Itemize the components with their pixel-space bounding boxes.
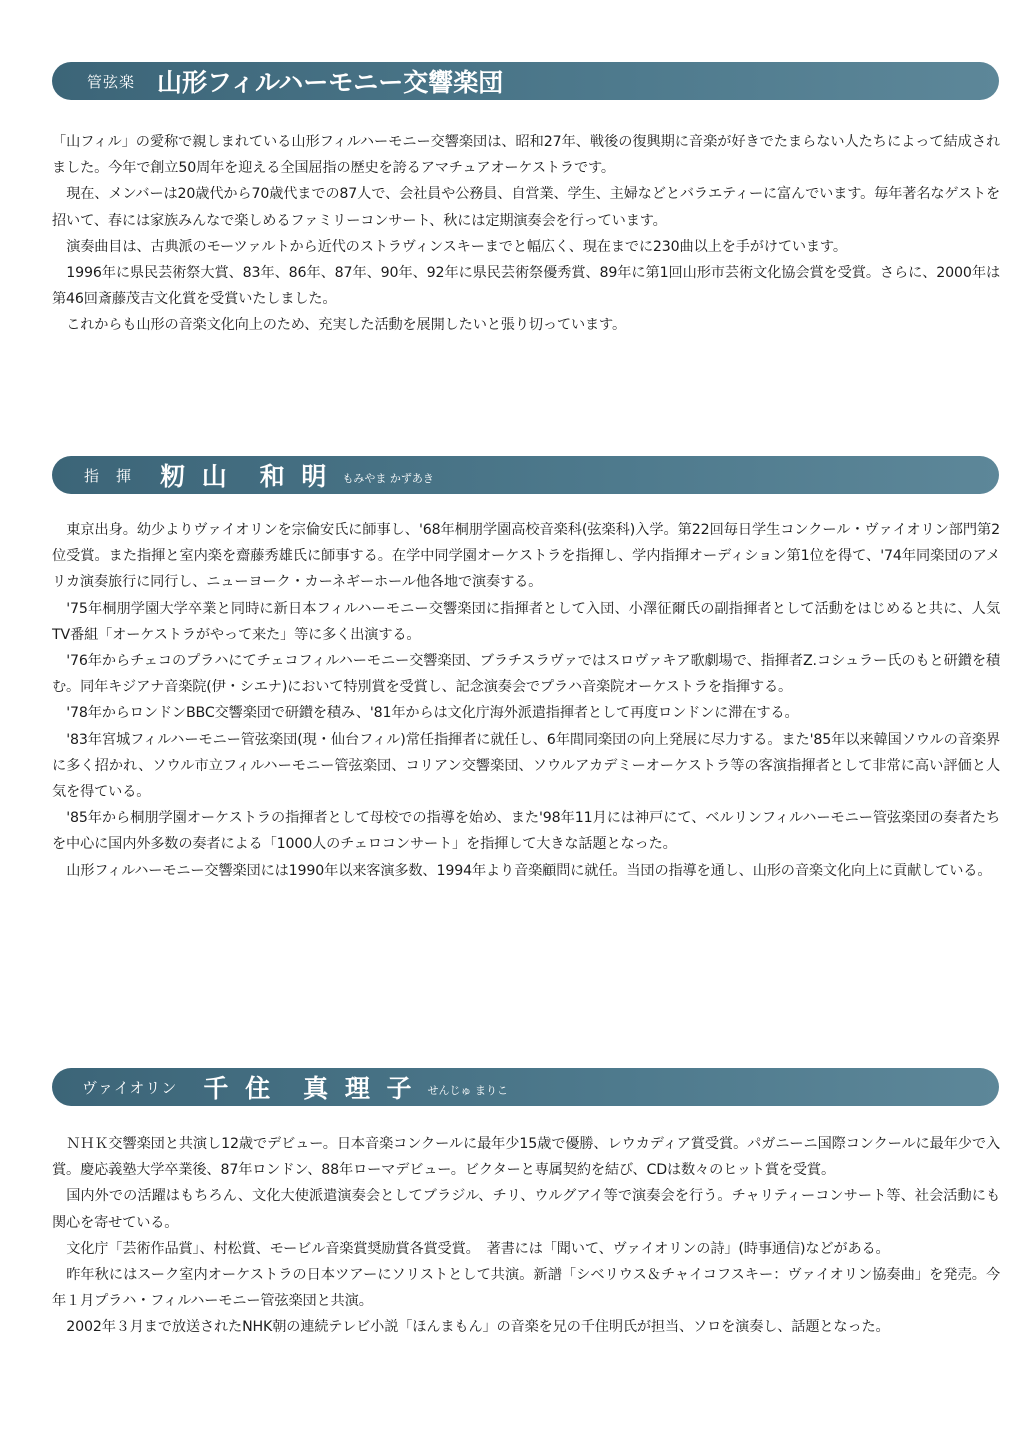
paragraph: 1996年に県民芸術祭大賞、83年、86年、87年、90年、92年に県民芸術祭優秀賞、89年に第1回山形市芸術文化協会賞を受賞。さらに、2000年は第46回斎藤茂吉文化賞を受賞いたしました。 — [52, 265, 1000, 308]
paragraph: 2002年３月まで放送されたNHK朝の連続テレビ小説「ほんまもん」の音楽を兄の千住明氏が担当、ソロを演奏し、話題となった。 — [66, 1319, 890, 1336]
section-body — [52, 129, 1000, 339]
paragraph: 国内外での活躍はもちろん、文化大使派遣演奏会としてブラジル、チリ、ウルグアイ等で演奏会を行う。チャリティーコンサート等、社会活動にも関心を寄せている。 — [52, 1188, 1000, 1231]
paragraph: 文化庁「芸術作品賞」、村松賞、モービル音楽賞奨励賞各賞受賞。 著書には「聞いて、ヴァイオリンの詩」(時事通信)などがある。 — [66, 1240, 890, 1257]
paragraph: '75年桐朋学園大学卒業と同時に新日本フィルハーモニー交響楽団に指揮者として入団、小澤征爾氏の副指揮者として活動をはじめると共に、人気TV番組「オーケストラがやって来た」等に多く出演する。 — [52, 600, 1000, 643]
section-name-heading: 山形フィルハーモニー交響楽団 — [157, 68, 504, 97]
section-role-label: 管弦楽 — [87, 72, 136, 91]
paragraph: 昨年秋にはスーク室内オーケストラの日本ツアーにソリストとして共演。新譜「シベリウス＆チャイコフスキー：ヴァイオリン協奏曲」を発売。今年１月プラハ・フィルハーモニー管弦楽団と共演。 — [52, 1267, 1000, 1310]
paragraph: '83年宮城フィルハーモニー管弦楽団(現・仙台フィル)常任指揮者に就任し、6年間同楽団の向上発展に尽力する。また'85年以来韓国ソウルの音楽界に多く招かれ、ソウル市立フィルハーモニー管弦楽団、コリアン交響楽団、ソウルアカデミーオーケストラ等の客演指揮者として非常に高い評価と人気を得ている。 — [52, 731, 1000, 801]
paragraph: '78年からロンドンBBC交響楽団で研鑚を積み、'81年からは文化庁海外派遣指揮者として再度ロンドンに滞在する。 — [66, 705, 799, 722]
paragraph: 「山フィル」の愛称で親しまれている山形フィルハーモニー交響楽団は、昭和27年、戦後の復興期に音楽が好きでたまらない人たちによって結成されました。今年で創立50周年を迎える全国屈指の歴史を誇るアマチュアオーケストラです。 — [52, 134, 1000, 177]
paragraph: 現在、メンバーは20歳代から70歳代までの87人で、会社員や公務員、自営業、学生、主婦などとバラエティーに富んでいます。毎年著名なゲストを招いて、春には家族みんなで楽しめるファミリーコンサート、秋には定期演奏会を行っています。 — [52, 186, 1000, 229]
section-name-heading: 千 住 真 理 子 — [203, 1074, 416, 1103]
paragraph: '76年からチェコのプラハにてチェコフィルハーモニー交響楽団、ブラチスラヴァではスロヴァキア歌劇場で、指揮者Z.コシュラー氏のもと研鑚を積む。同年キジアナ音楽院(伊・シエナ)において特別賞を受賞し、記念演奏会でプラハ音楽院オーケストラを指揮する。 — [52, 653, 1000, 696]
paragraph: '85年から桐朋学園オーケストラの指揮者として母校での指導を始め、また'98年11月には神戸にて、ベルリンフィルハーモニー管弦楽団の奏者たちを中心に国内外多数の奏者による「1000人のチェロコンサート」を指揮して大きな話題となった。 — [52, 810, 1000, 853]
paragraph: 山形フィルハーモニー交響楽団には1990年以来客演多数、1994年より音楽顧問に就任。当団の指導を通し、山形の音楽文化向上に貢献している。 — [66, 862, 992, 879]
section-role-label: ヴァイオリン — [82, 1078, 178, 1097]
paragraph: これからも山形の音楽文化向上のため、充実した活動を展開したいと張り切っています。 — [66, 317, 626, 334]
paragraph: ＮＨＫ交響楽団と共演し12歳でデビュー。日本音楽コンクールに最年少15歳で優勝、レウカディア賞受賞。パガニーニ国際コンクールに最年少で入賞。慶応義塾大学卒業後、87年ロンドン、88年ローマデビュー。ビクターと専属契約を結び、CDは数々のヒット賞を受賞。 — [52, 1136, 1000, 1179]
section-name-reading: せんじゅ まりこ — [427, 1084, 509, 1097]
section-body — [52, 1131, 1000, 1341]
section-header-bar — [52, 456, 999, 494]
paragraph: 東京出身。幼少よりヴァイオリンを宗倫安氏に師事し、'68年桐朋学園高校音楽科(弦楽科)入学。第22回毎日学生コンクール・ヴァイオリン部門第2位受賞。また指揮と室内楽を齋藤秀雄氏に師事する。在学中同学園オーケストラを指揮し、学内指揮オーディション第1位を得て、'74年同楽団のアメリカ演奏旅行に同行し、ニューヨーク・カーネギーホール他各地で演奏する。 — [52, 522, 1000, 591]
section-header-bar — [52, 1068, 999, 1106]
section-name-reading: もみやま かずあき — [342, 472, 434, 485]
paragraph: 演奏曲目は、古典派のモーツァルトから近代のストラヴィンスキーまでと幅広く、現在までに230曲以上を手がけています。 — [66, 238, 847, 255]
section-role-label: 指 揮 — [84, 466, 133, 485]
section-name-heading: 籾 山 和 明 — [160, 462, 331, 491]
section-body — [52, 517, 1000, 884]
section-header-bar — [52, 62, 999, 100]
